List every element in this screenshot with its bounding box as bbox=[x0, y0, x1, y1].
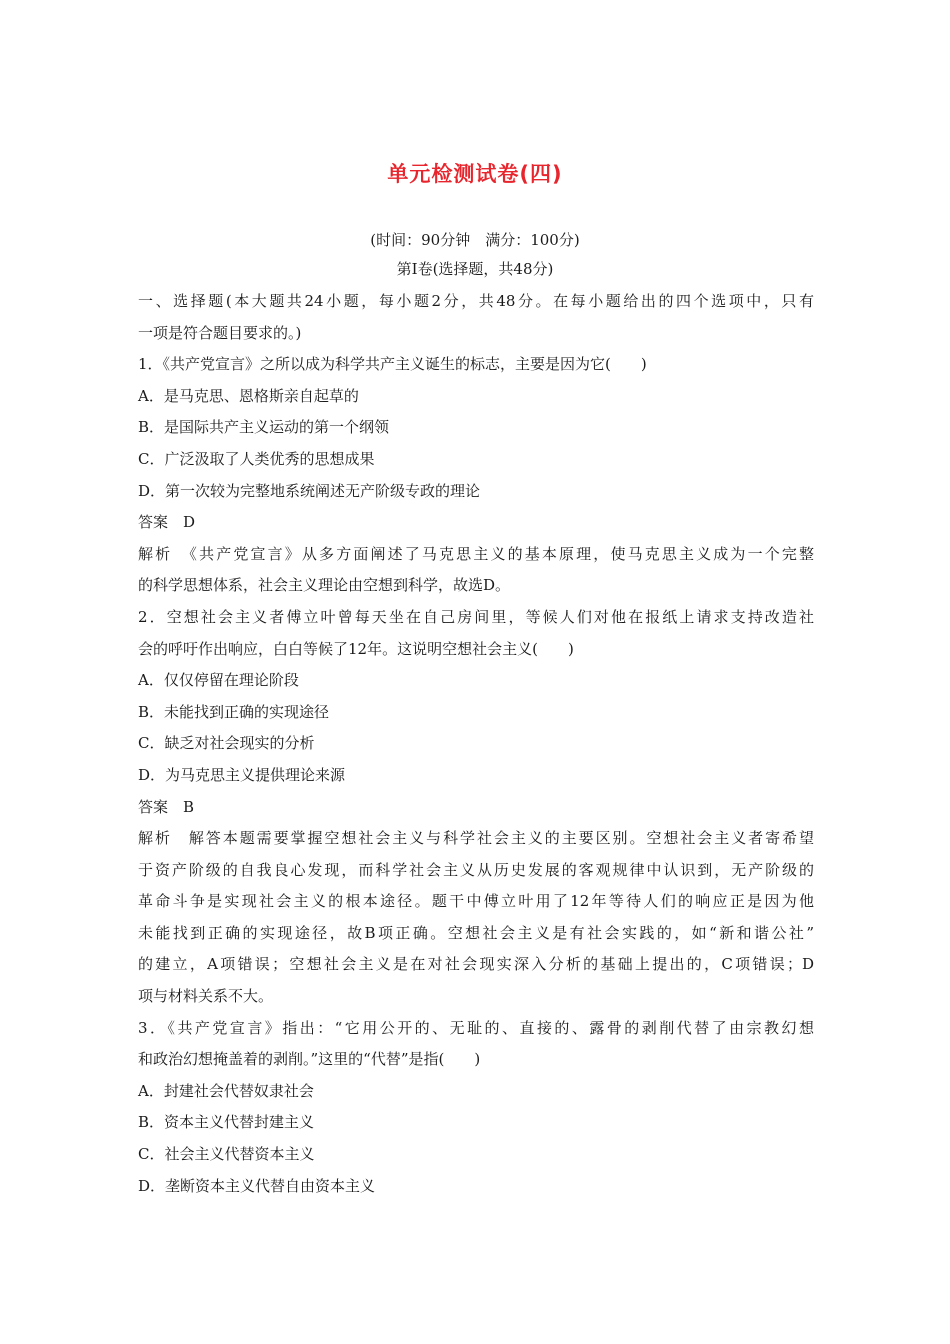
text-line: 答案 D bbox=[138, 513, 196, 532]
text-line: D．第一次较为完整地系统阐述无产阶级专政的理论 bbox=[138, 481, 481, 500]
text-line: 1．《共产党宣言》之所以成为科学共产主义诞生的标志，主要是因为它( ) bbox=[138, 355, 647, 374]
text-line: C．缺乏对社会现实的分析 bbox=[138, 734, 315, 753]
text-line: A．封建社会代替奴隶社会 bbox=[138, 1081, 314, 1100]
text-line: B．资本主义代替封建主义 bbox=[138, 1113, 315, 1132]
exam-time-info: (时间：90分钟 满分：100分) bbox=[370, 231, 580, 249]
text-line: D．为马克思主义提供理论来源 bbox=[138, 765, 346, 784]
text-line: B．是国际共产主义运动的第一个纲领 bbox=[138, 418, 390, 437]
text-line: 3．《共产党宣言》指出：“它用公开的、无耻的、直接的、露骨的剥削代替了由宗教幻想 bbox=[138, 1018, 814, 1037]
text-line: C．广泛汲取了人类优秀的思想成果 bbox=[138, 449, 375, 468]
text-line: B．未能找到正确的实现途径 bbox=[138, 702, 330, 721]
text-line: 项与材料关系不大。 bbox=[138, 987, 274, 1006]
text-line: 答案 B bbox=[138, 797, 195, 816]
text-line: C．社会主义代替资本主义 bbox=[138, 1145, 315, 1164]
text-line: 于资产阶级的自我良心发现，而科学社会主义从历史发展的客观规律中认识到，无产阶级的 bbox=[138, 860, 814, 879]
text-line: 未能找到正确的实现途径，故B项正确。空想社会主义是有社会实践的，如“新和谐公社” bbox=[138, 923, 814, 942]
text-line: 的建立，A项错误；空想社会主义是在对社会现实深入分析的基础上提出的，C项错误；D bbox=[138, 955, 814, 974]
section-heading: 第Ⅰ卷(选择题，共48分) bbox=[396, 260, 554, 278]
text-line: 2．空想社会主义者傅立叶曾每天坐在自己房间里，等候人们对他在报纸上请求支持改造社 bbox=[138, 607, 814, 626]
page-title: 单元检测试卷(四) bbox=[387, 162, 563, 186]
text-line: 解析 《共产党宣言》从多方面阐述了马克思主义的基本原理，使马克思主义成为一个完整 bbox=[138, 544, 814, 563]
text-line: A．是马克思、恩格斯亲自起草的 bbox=[138, 386, 359, 405]
text-line: 的科学思想体系，社会主义理论由空想到科学，故选D。 bbox=[138, 576, 511, 595]
text-line: 和政治幻想掩盖着的剥削。”这里的“代替”是指( ) bbox=[138, 1050, 481, 1069]
text-line: 解析 解答本题需要掌握空想社会主义与科学社会主义的主要区别。空想社会主义者寄希望 bbox=[138, 829, 814, 848]
text-line: 会的呼吁作出响应，白白等候了12年。这说明空想社会主义( ) bbox=[138, 639, 574, 658]
text-line: 一项是符合题目要求的。) bbox=[138, 323, 302, 342]
text-line: A．仅仅停留在理论阶段 bbox=[138, 671, 299, 690]
text-line: D．垄断资本主义代替自由资本主义 bbox=[138, 1176, 376, 1195]
text-line: 革命斗争是实现社会主义的根本途径。题干中傅立叶用了12年等待人们的响应正是因为他 bbox=[138, 892, 814, 911]
question-content bbox=[138, 286, 814, 1202]
text-line: 一、选择题(本大题共24小题，每小题2分，共48分。在每小题给出的四个选项中，只有 bbox=[138, 292, 814, 310]
